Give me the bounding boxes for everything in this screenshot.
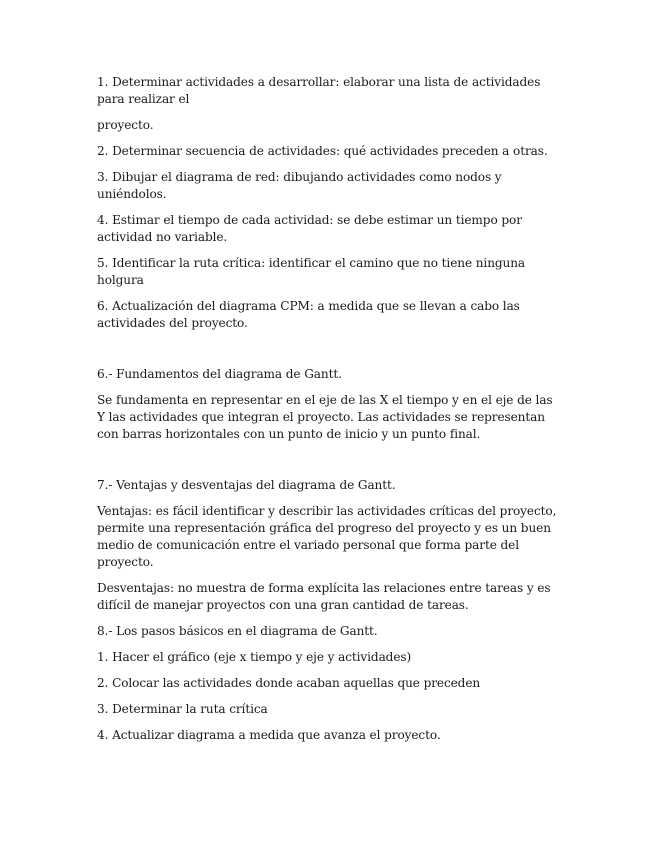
- cpm-step-3: 3. Dibujar el diagrama de red: dibujando actividades como nodos y uniéndolos.: [97, 170, 502, 201]
- section-7-heading: 7.- Ventajas y desventajas del diagrama de Gantt.: [97, 478, 396, 492]
- gantt-step-2: 2. Colocar las actividades donde acaban aquellas que preceden: [97, 676, 481, 690]
- section-7-disadvantages: Desventajas: no muestra de forma explícita las relaciones entre tareas y es difícil de manejar proyectos con una gran cantidad de tareas.: [97, 581, 551, 612]
- cpm-step-1: 1. Determinar actividades a desarrollar: elaborar una lista de actividades para realizar el: [97, 75, 541, 106]
- gantt-step-3: 3. Determinar la ruta crítica: [97, 702, 268, 716]
- section-6-heading: 6.- Fundamentos del diagrama de Gantt.: [97, 367, 342, 381]
- section-7-advantages: Ventajas: es fácil identificar y describir las actividades críticas del proyecto, permite una representación gráfica del progreso del proyecto y es un buen medio de comunicación entre el variado personal que forma parte del proyecto.: [97, 504, 557, 569]
- section-8-heading: 8.- Los pasos básicos en el diagrama de Gantt.: [97, 624, 378, 638]
- cpm-step-2: 2. Determinar secuencia de actividades: qué actividades preceden a otras.: [97, 144, 548, 158]
- gantt-step-4: 4. Actualizar diagrama a medida que avanza el proyecto.: [97, 728, 441, 742]
- document-body: [97, 74, 559, 753]
- section-6-body: Se fundamenta en representar en el eje de las X el tiempo y en el eje de las Y las actividades que integran el proyecto. Las actividades se representan con barras horizontales con un punto de inicio y un punto final.: [97, 393, 553, 441]
- cpm-step-5: 5. Identificar la ruta crítica: identificar el camino que no tiene ninguna holgura: [97, 256, 526, 287]
- cpm-step-4: 4. Estimar el tiempo de cada actividad: se debe estimar un tiempo por actividad no variable.: [97, 213, 522, 244]
- cpm-step-1-continuation: proyecto.: [97, 118, 154, 132]
- section-spacer: [97, 341, 559, 366]
- cpm-step-6: 6. Actualización del diagrama CPM: a medida que se llevan a cabo las actividades del proyecto.: [97, 299, 520, 330]
- gantt-step-1: 1. Hacer el gráfico (eje x tiempo y eje y actividades): [97, 650, 412, 664]
- section-spacer: [97, 452, 559, 477]
